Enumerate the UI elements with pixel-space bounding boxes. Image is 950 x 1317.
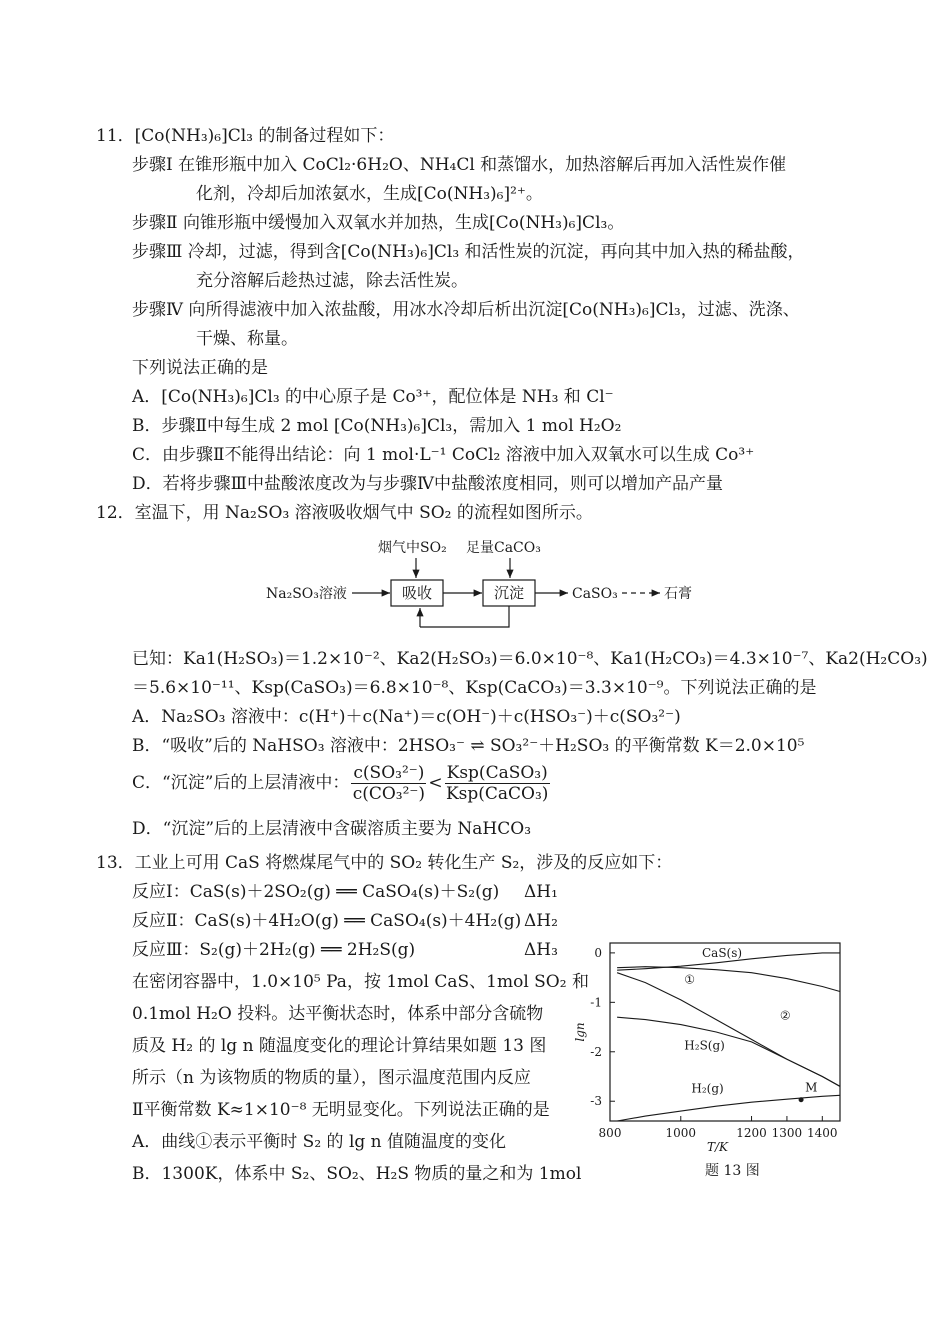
flow-final-gypsum: 石膏 <box>664 586 692 602</box>
annotation-point-1 <box>799 1097 804 1102</box>
series-label-5: H₂(g) <box>691 1081 724 1096</box>
y-axis-label: lgn <box>573 1022 587 1042</box>
q13-reaction-1-dh: ΔH₁ <box>524 882 558 902</box>
q13-reaction-3: 反应Ⅲ：S₂(g)＋2H₂(g) ══ 2H₂S(g) <box>132 940 416 960</box>
flow-input-so2: 烟气中SO₂ <box>378 540 447 556</box>
series-line-5 <box>617 1095 840 1121</box>
x-axis-label: T/K <box>707 1140 729 1154</box>
frac-left-numerator: c(SO₃²⁻) <box>353 763 425 783</box>
q13-option-b: B．1300K，体系中 S₂、SO₂、H₂S 物质的量之和为 1mol <box>132 1164 582 1184</box>
q12-flow-diagram <box>260 532 720 636</box>
flow-start-na2so3: Na₂SO₃溶液 <box>266 586 347 602</box>
y-tick-label-0: 0 <box>594 945 602 960</box>
frac-right-denominator: Ksp(CaCO₃) <box>445 784 549 804</box>
q13-reaction-3-dh: ΔH₃ <box>524 940 558 960</box>
q13-reaction-2: 反应Ⅱ：CaS(s)＋4H₂O(g) ══ CaSO₄(s)＋4H₂(g) <box>132 911 522 931</box>
y-tick-label--1: -1 <box>590 995 602 1010</box>
q13-option-a: A．曲线①表示平衡时 S₂ 的 lg n 值随温度的变化 <box>132 1132 507 1152</box>
series-label-4: H₂S(g) <box>684 1038 725 1053</box>
q13-para-4: 所示（n 为该物质的物质的量），图示温度范围内反应 <box>132 1068 531 1088</box>
q12-known-line2: ＝5.6×10⁻¹¹、Ksp(CaSO₃)＝6.8×10⁻⁸、Ksp(CaCO₃)＝3.3×10⁻⁹。下列说法正确的是 <box>132 678 817 698</box>
q11-option-a: A．[Co(NH₃)₆]Cl₃ 的中心原子是 Co³⁺，配位体是 NH₃ 和 Cl⁻ <box>132 387 614 407</box>
q13-reaction-2-dh: ΔH₂ <box>524 911 558 931</box>
q12-known-line1: 已知：Ka1(H₂SO₃)＝1.2×10⁻²、Ka2(H₂SO₃)＝6.0×10⁻⁸、Ka1(H₂CO₃)＝4.3×10⁻⁷、Ka2(H₂CO₃) <box>132 649 928 669</box>
chart-caption: 题 13 图 <box>705 1163 760 1179</box>
flow-input-caco3: 足量CaCO₃ <box>466 540 541 556</box>
flow-product-caso3: CaSO₃ <box>572 586 618 602</box>
q12-stem: 12．室温下，用 Na₂SO₃ 溶液吸收烟气中 SO₂ 的流程如图所示。 <box>96 503 593 523</box>
q13-para-2: 0.1mol H₂O 投料。达平衡状态时，体系中部分含硫物 <box>132 1004 544 1024</box>
q13-para-5: Ⅱ平衡常数 K≈1×10⁻⁸ 无明显变化。下列说法正确的是 <box>132 1100 550 1120</box>
q11-step1-line1: 步骤Ⅰ 在锥形瓶中加入 CoCl₂·6H₂O、NH₄Cl 和蒸馏水，加热溶解后再加入活性炭作催 <box>132 155 787 175</box>
q12-option-d: D．“沉淀”后的上层清液中含碳溶质主要为 NaHCO₃ <box>132 819 532 839</box>
frac-left-denominator: c(CO₃²⁻) <box>352 784 426 804</box>
x-tick-label-800: 800 <box>598 1126 622 1140</box>
x-tick-label-1300: 1300 <box>771 1126 803 1140</box>
annotation-label-1: M <box>805 1080 818 1095</box>
q13-stem: 13．工业上可用 CaS 将燃煤尾气中的 SO₂ 转化生产 S₂，涉及的反应如下： <box>96 853 673 873</box>
y-tick-label--3: -3 <box>590 1094 602 1109</box>
q12-option-b: B．“吸收”后的 NaHSO₃ 溶液中：2HSO₃⁻ ⇌ SO₃²⁻＋H₂SO₃ 的平衡常数 K＝2.0×10⁵ <box>132 736 805 756</box>
q11-step4-line1: 步骤Ⅳ 向所得滤液中加入浓盐酸，用冰水冷却后析出沉淀[Co(NH₃)₆]Cl₃，过滤、洗涤、 <box>132 300 800 320</box>
q12-option-c-prefix: C．“沉淀”后的上层清液中： <box>132 773 350 793</box>
q11-stem: 11．[Co(NH₃)₆]Cl₃ 的制备过程如下： <box>96 126 395 146</box>
series-line-4 <box>617 973 840 1087</box>
series-label-1: CaS(s) <box>702 945 743 960</box>
q11-step2: 步骤Ⅱ 向锥形瓶中缓慢加入双氧水并加热，生成[Co(NH₃)₆]Cl₃。 <box>132 213 625 233</box>
q12-fraction-left <box>351 763 426 804</box>
series-line-3 <box>617 1017 840 1086</box>
series-line-2 <box>617 967 840 992</box>
q11-step4-line2: 干燥、称量。 <box>196 329 298 349</box>
q13-para-3: 质及 H₂ 的 lg n 随温度变化的理论计算结果如题 13 图 <box>132 1036 547 1056</box>
x-tick-label-1200: 1200 <box>736 1126 767 1140</box>
frac-right-numerator: Ksp(CaSO₃) <box>446 763 548 783</box>
q12-option-a: A．Na₂SO₃ 溶液中：c(H⁺)＋c(Na⁺)＝c(OH⁻)＋c(HSO₃⁻)＋c(SO₃²⁻) <box>132 707 681 727</box>
q11-option-b: B．步骤Ⅱ中每生成 2 mol [Co(NH₃)₆]Cl₃，需加入 1 mol H₂O₂ <box>132 416 622 436</box>
flow-box-precipitate-label: 沉淀 <box>494 584 525 602</box>
q12-fraction-right <box>445 763 550 804</box>
q11-step1-line2: 化剂，冷却后加浓氨水，生成[Co(NH₃)₆]²⁺。 <box>196 184 543 204</box>
q11-prompt: 下列说法正确的是 <box>132 358 268 378</box>
q13-para-1: 在密闭容器中，1.0×10⁵ Pa，按 1mol CaS、1mol SO₂ 和 <box>132 972 589 992</box>
x-tick-label-1000: 1000 <box>665 1126 697 1140</box>
series-label-2: ① <box>684 972 696 987</box>
q12-option-c <box>132 762 552 804</box>
flow-box-absorb-label: 吸收 <box>402 584 433 602</box>
x-tick-label-1400: 1400 <box>807 1126 838 1140</box>
q11-option-c: C．由步骤Ⅱ不能得出结论：向 1 mol·L⁻¹ CoCl₂ 溶液中加入双氧水可以生成 Co³⁺ <box>132 445 755 465</box>
q13-reaction-1: 反应Ⅰ：CaS(s)＋2SO₂(g) ══ CaSO₄(s)＋S₂(g) <box>132 882 500 902</box>
q13-chart <box>570 935 860 1155</box>
q11-step3-line2: 充分溶解后趁热过滤，除去活性炭。 <box>196 271 468 291</box>
y-tick-label--2: -2 <box>590 1044 602 1059</box>
q12-option-c-op: < <box>428 773 443 793</box>
series-label-3: ② <box>779 1008 791 1023</box>
q11-option-d: D．若将步骤Ⅲ中盐酸浓度改为与步骤Ⅳ中盐酸浓度相同，则可以增加产品产量 <box>132 474 724 494</box>
q11-step3-line1: 步骤Ⅲ 冷却，过滤，得到含[Co(NH₃)₆]Cl₃ 和活性炭的沉淀，再向其中加入热的稀盐酸， <box>132 242 805 262</box>
